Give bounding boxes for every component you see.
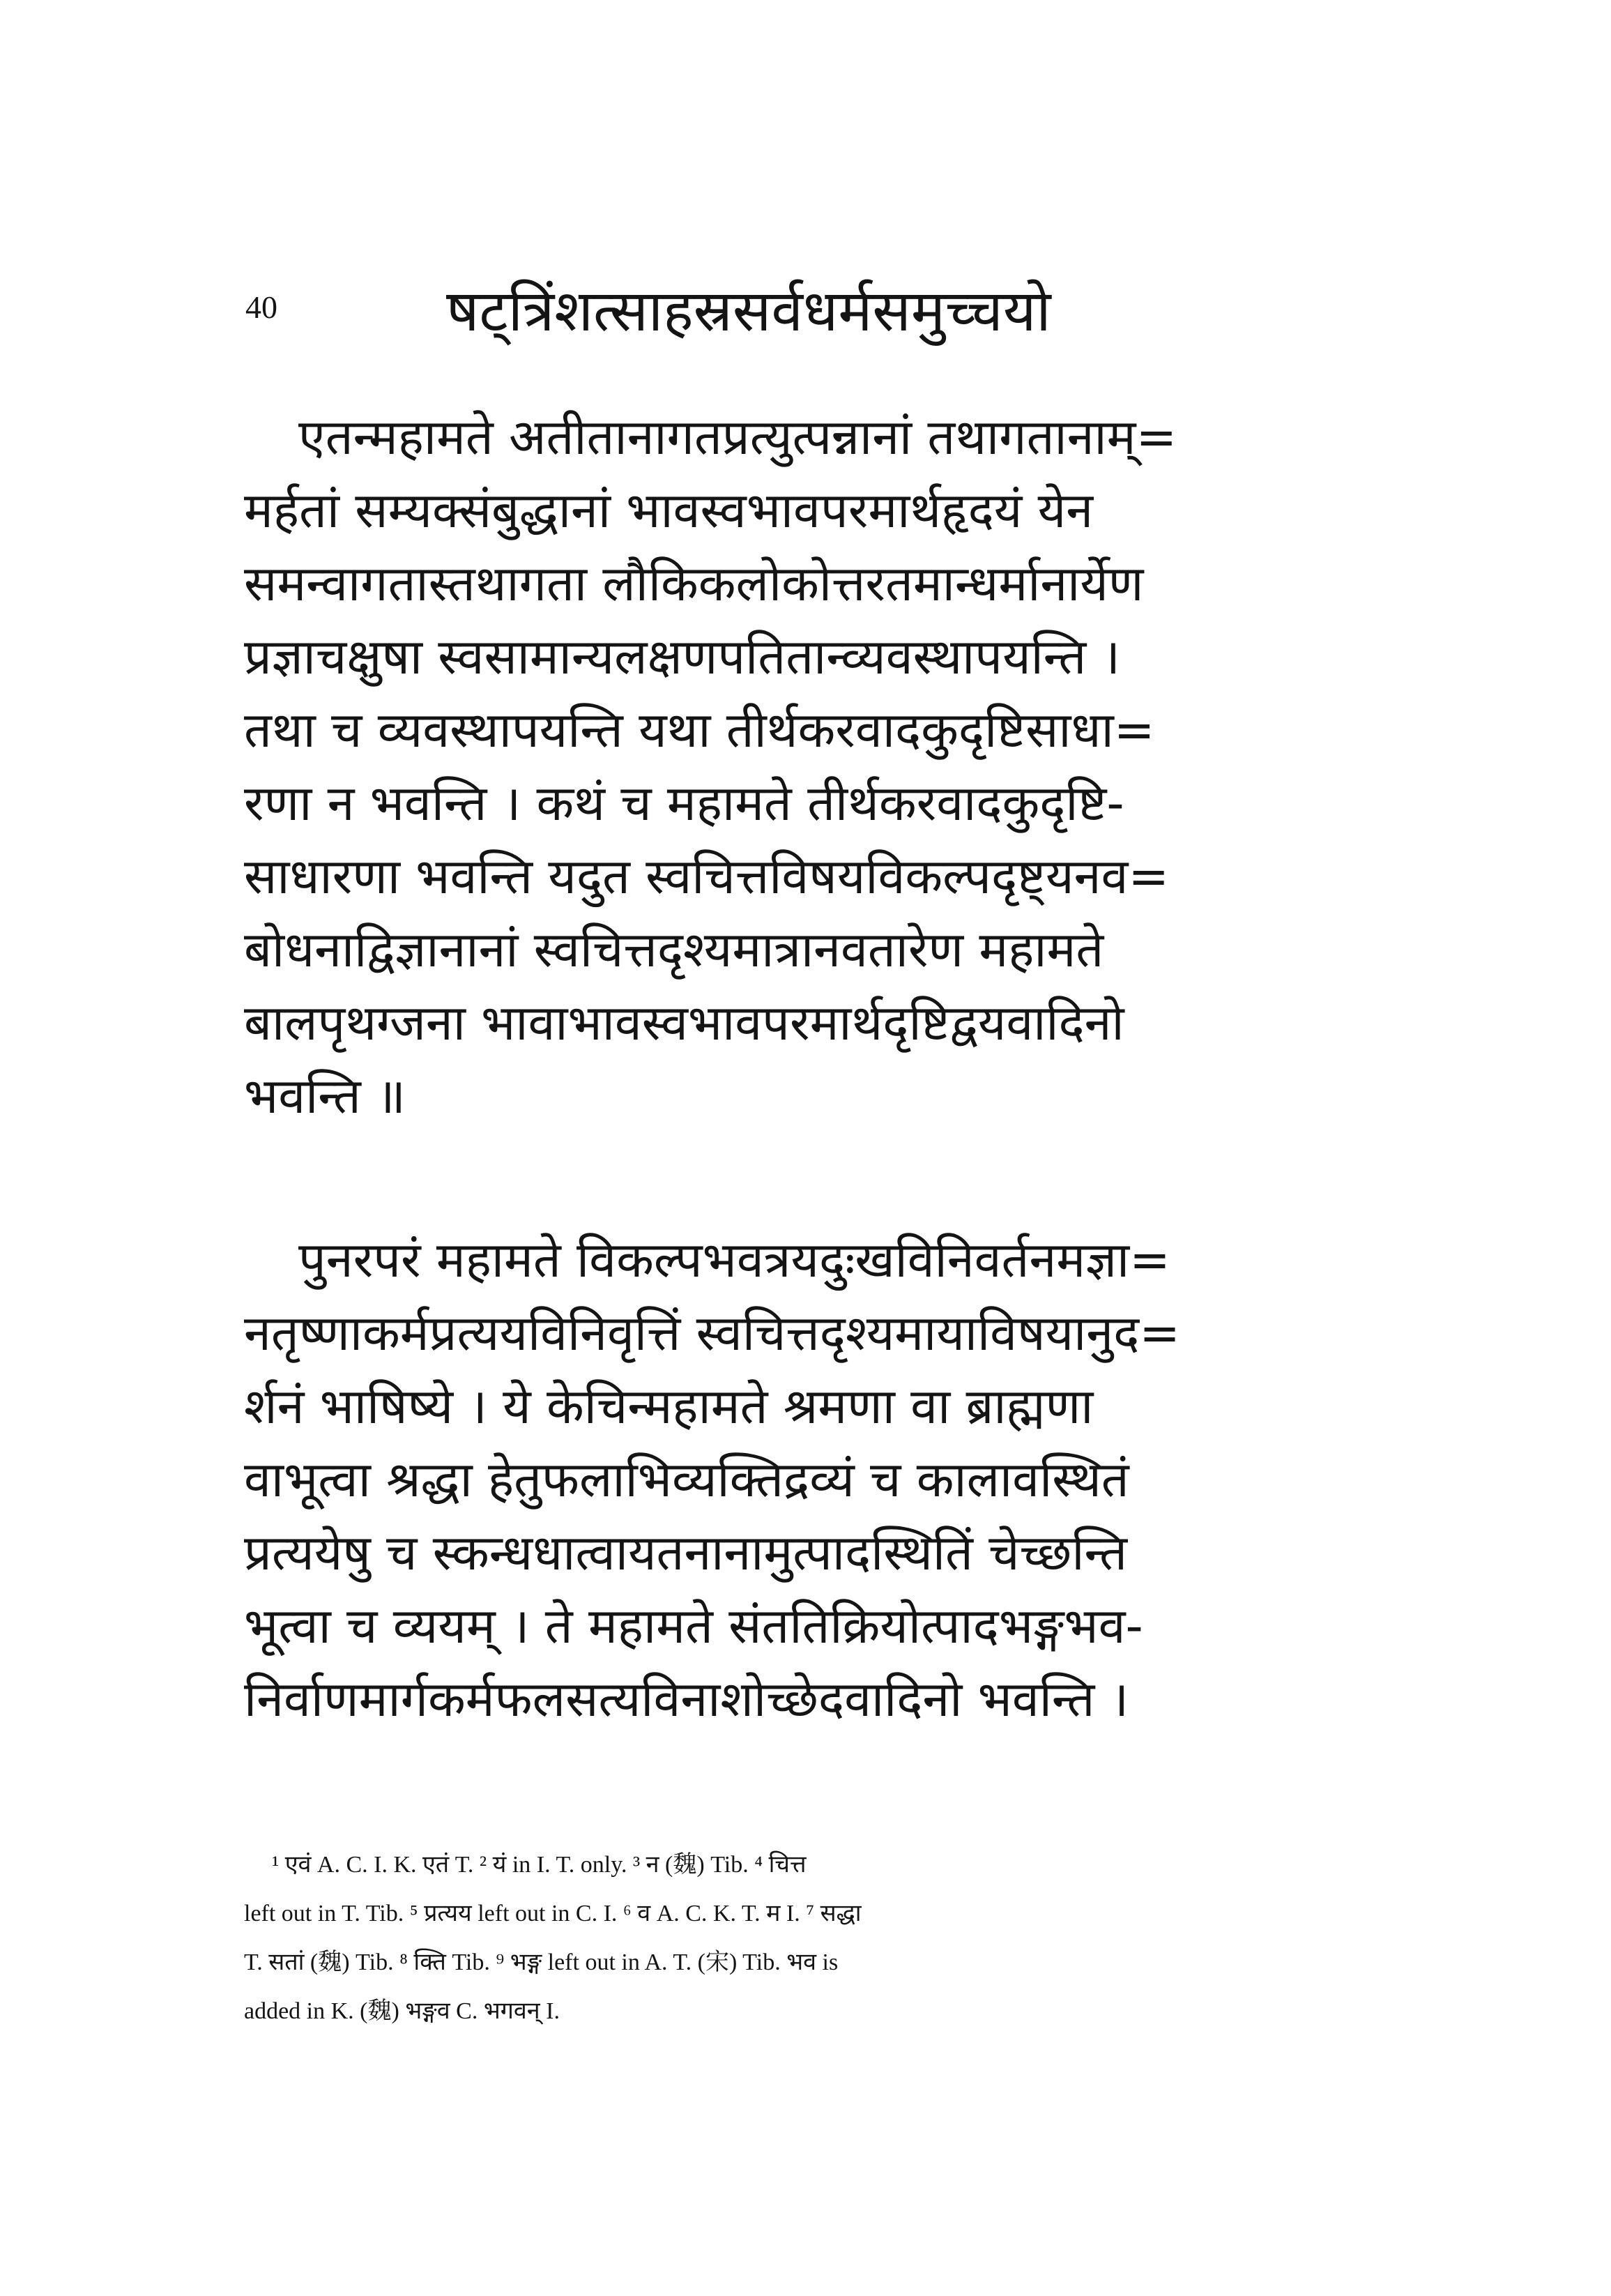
paragraph-line: वाभूत्वा श्रद्धा हेतुफलाभिव्यक्तिद्रव्यं च कालावस्थितं: [244, 1451, 1129, 1508]
paragraph-2: [244, 1224, 1401, 1736]
footnote-line: ¹ एवं A. C. I. K. एतं T. ² यं in I. T. only. ³ न (魏) Tib. ⁴ चित्त: [272, 1852, 807, 1878]
paragraph-line: रणा न भवन्ति । कथं च महामते तीर्थकरवादकुदृष्टि-: [244, 775, 1124, 832]
footnote-line: T. सतां (魏) Tib. ⁸ क्ति Tib. ⁹ भङ्ग left out in A. T. (宋) Tib. भव is: [244, 1949, 839, 1975]
paragraph-line: एतन्महामते अतीतानागतप्रत्युत्पन्नानां तथागतानाम्=: [298, 409, 1177, 466]
running-head: षट्त्रिंशत्साहस्रसर्वधर्मसमुच्चयो: [446, 278, 1051, 344]
paragraph-line: बालपृथग्जना भावाभावस्वभावपरमार्थदृष्टिद्वयवादिनो: [244, 994, 1124, 1051]
page-number: 40: [245, 289, 277, 325]
paragraph-line: प्रत्ययेषु च स्कन्धधात्वायतनानामुत्पादस्थितिं चेच्छन्ति: [244, 1524, 1127, 1581]
paragraph-line: बोधनाद्विज्ञानानां स्वचित्तदृश्यमात्रानवतारेण महामते: [244, 921, 1104, 978]
paragraph-1: [244, 401, 1401, 1133]
footnotes: [244, 1841, 1401, 2036]
paragraph-line: भवन्ति ॥: [244, 1067, 406, 1125]
paragraph-line: भूत्वा च व्ययम् । ते महामते संततिक्रियोत्पादभङ्गभव-: [244, 1597, 1143, 1655]
paragraph-line: र्शनं भाषिष्ये । ये केचिन्महामते श्रमणा वा ब्राह्मणा: [244, 1378, 1094, 1435]
footnote-line: added in K. (魏) भङ्गव C. भगवन् I.: [244, 1998, 560, 2024]
paragraph-line: पुनरपरं महामते विकल्पभवत्रयदुःखविनिवर्तनमज्ञा=: [298, 1231, 1170, 1288]
paragraph-line: नतृष्णाकर्मप्रत्ययविनिवृत्तिं स्वचित्तदृश्यमायाविषयानुद=: [244, 1305, 1180, 1362]
paragraph-line: तथा च व्यवस्थापयन्ति यथा तीर्थकरवादकुदृष्टिसाधा=: [244, 701, 1155, 759]
paragraph-line: मर्हतां सम्यक्संबुद्धानां भावस्वभावपरमार्थहृदयं येन: [244, 482, 1094, 539]
paragraph-line: प्रज्ञाचक्षुषा स्वसामान्यलक्षणपतितान्व्यवस्थापयन्ति ।: [244, 628, 1121, 685]
paragraph-line: साधारणा भवन्ति यदुत स्वचित्तविषयविकल्पदृष्ट्यनव=: [244, 848, 1170, 905]
paragraph-line: निर्वाणमार्गकर्मफलसत्यविनाशोच्छेदवादिनो भवन्ति ।: [244, 1671, 1129, 1728]
footnote-line: left out in T. Tib. ⁵ प्रत्यय left out in C. I. ⁶ व A. C. K. T. म I. ⁷ सद्धा: [244, 1901, 862, 1926]
paragraph-line: समन्वागतास्तथागता लौकिकलोकोत्तरतमान्धर्मानार्येण: [244, 555, 1144, 612]
